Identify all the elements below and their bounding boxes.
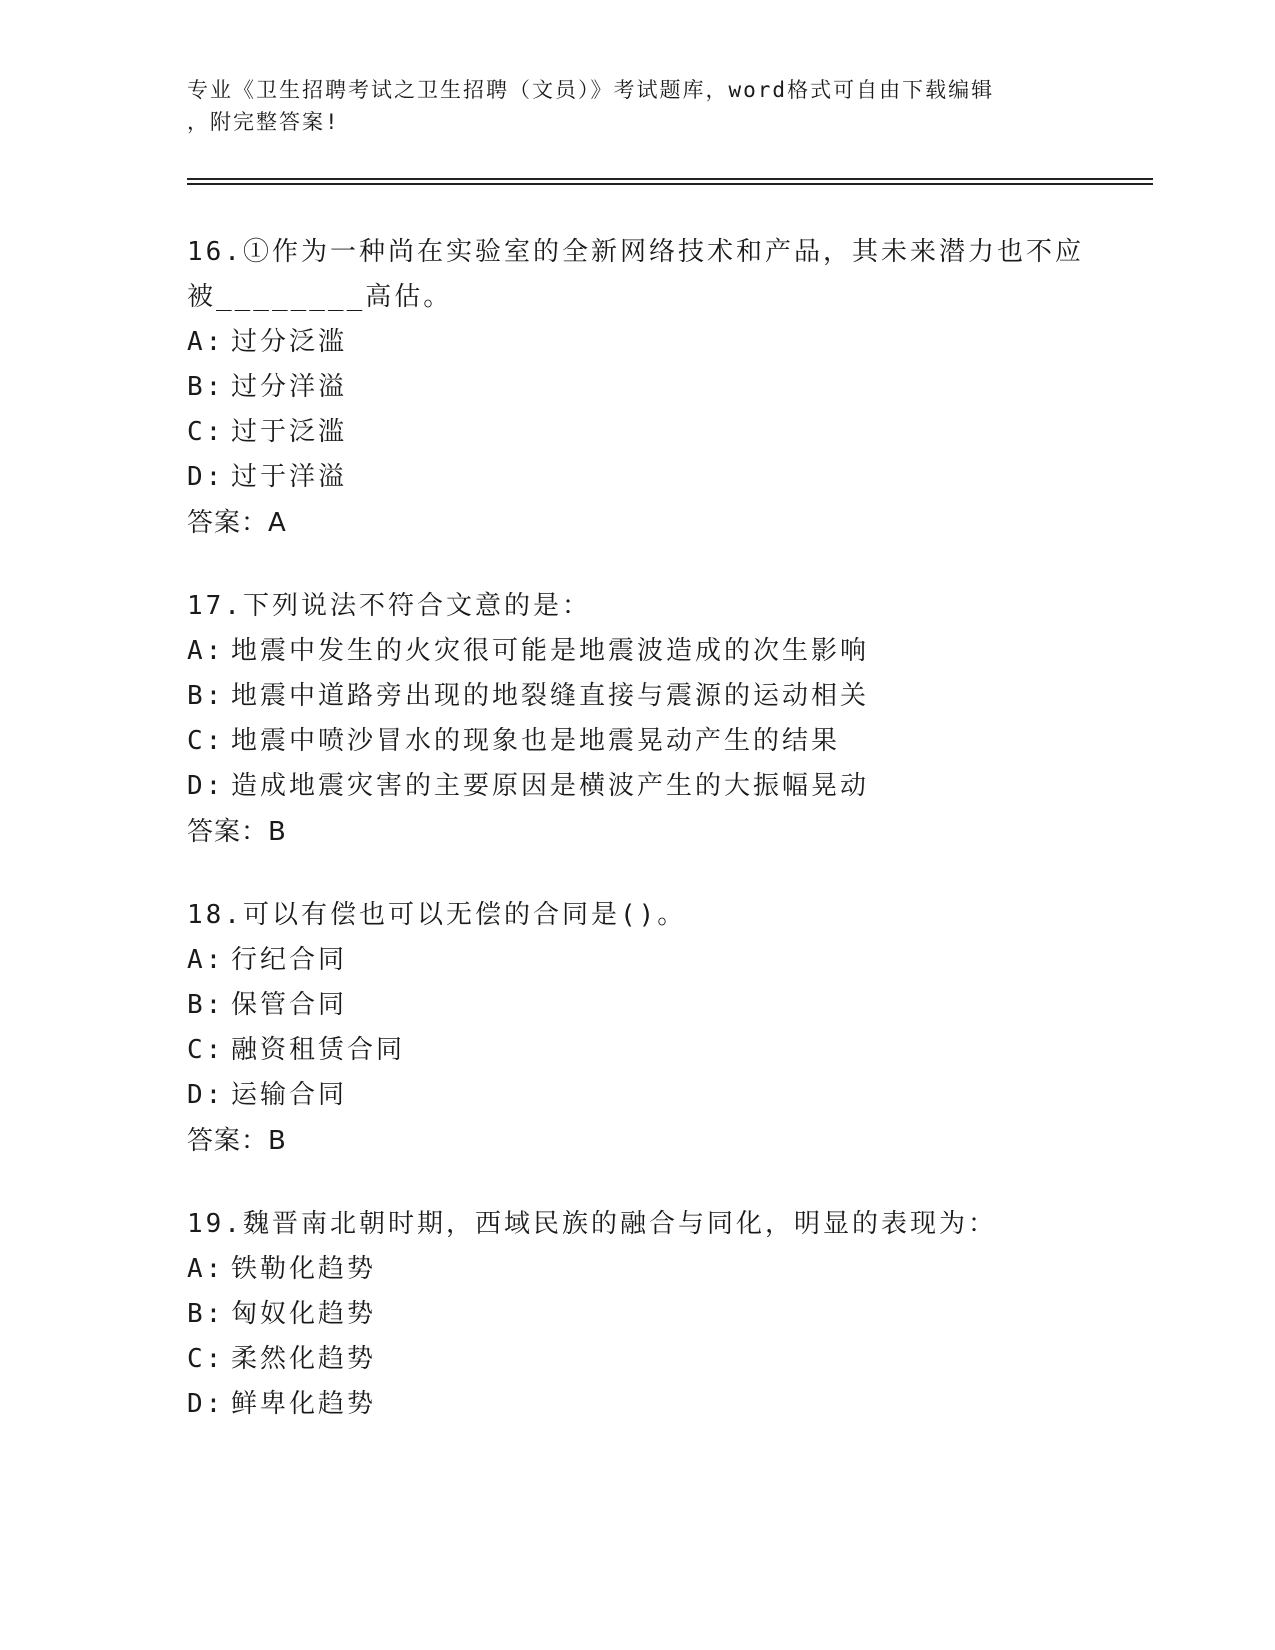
option-text: 地震中道路旁出现的地裂缝直接与震源的运动相关 [231,681,870,711]
option-letter: C: [187,417,225,447]
option-letter: D: [187,771,225,801]
question-19 [187,1202,1087,1427]
header-divider-bottom [187,183,1153,185]
question-17 [187,584,1087,855]
option-b [187,983,1087,1028]
option-b [187,674,1087,719]
option-text: 行纪合同 [231,945,348,975]
option-text: 造成地震灾害的主要原因是横波产生的大振幅晃动 [231,771,870,801]
option-b [187,365,1087,410]
option-d [187,455,1087,500]
option-a [187,320,1087,365]
question-stem: 19.魏晋南北朝时期，西域民族的融合与同化，明显的表现为： [187,1209,997,1239]
answer-line: 答案：B [187,1126,287,1156]
option-text: 地震中喷沙冒水的现象也是地震晃动产生的结果 [231,726,841,756]
option-text: 过于洋溢 [231,462,348,492]
option-c [187,1028,1087,1073]
question-16 [187,230,1087,546]
option-c [187,719,1087,764]
question-18 [187,893,1087,1164]
option-a [187,1247,1087,1292]
option-a [187,629,1087,674]
question-stem: 16.①作为一种尚在实验室的全新网络技术和产品，其未来潜力也不应被________高估。 [187,237,1084,312]
answer-line: 答案：A [187,508,287,538]
option-d [187,1382,1087,1427]
option-text: 过分洋溢 [231,372,348,402]
option-letter: B: [187,681,225,711]
option-c [187,1337,1087,1382]
header-divider-top [187,178,1153,180]
option-letter: B: [187,372,225,402]
option-letter: C: [187,726,225,756]
option-c [187,410,1087,455]
option-text: 鲜卑化趋势 [231,1389,377,1419]
option-text: 运输合同 [231,1080,348,1110]
question-stem: 18.可以有偿也可以无偿的合同是()。 [187,900,687,930]
option-text: 匈奴化趋势 [231,1299,377,1329]
option-text: 过于泛滥 [231,417,348,447]
option-text: 保管合同 [231,990,348,1020]
option-letter: A: [187,636,225,666]
option-d [187,1073,1087,1118]
option-text: 柔然化趋势 [231,1344,377,1374]
option-letter: A: [187,945,225,975]
option-text: 过分泛滥 [231,327,348,357]
option-text: 地震中发生的火灾很可能是地震波造成的次生影响 [231,636,870,666]
header-line-2: ，附完整答案! [187,110,340,134]
option-letter: C: [187,1344,225,1374]
option-letter: D: [187,462,225,492]
option-letter: A: [187,327,225,357]
question-list [187,230,1087,1465]
option-letter: B: [187,1299,225,1329]
option-letter: A: [187,1254,225,1284]
option-text: 融资租赁合同 [231,1035,406,1065]
option-letter: B: [187,990,225,1020]
option-d [187,764,1087,809]
header-line-1: 专业《卫生招聘考试之卫生招聘（文员）》考试题库，word格式可自由下载编辑 [187,78,995,102]
option-text: 铁勒化趋势 [231,1254,377,1284]
answer-line: 答案：B [187,817,287,847]
question-stem: 17.下列说法不符合文意的是： [187,591,591,621]
option-letter: D: [187,1080,225,1110]
option-letter: C: [187,1035,225,1065]
document-header [187,74,1067,138]
option-letter: D: [187,1389,225,1419]
option-a [187,938,1087,983]
option-b [187,1292,1087,1337]
